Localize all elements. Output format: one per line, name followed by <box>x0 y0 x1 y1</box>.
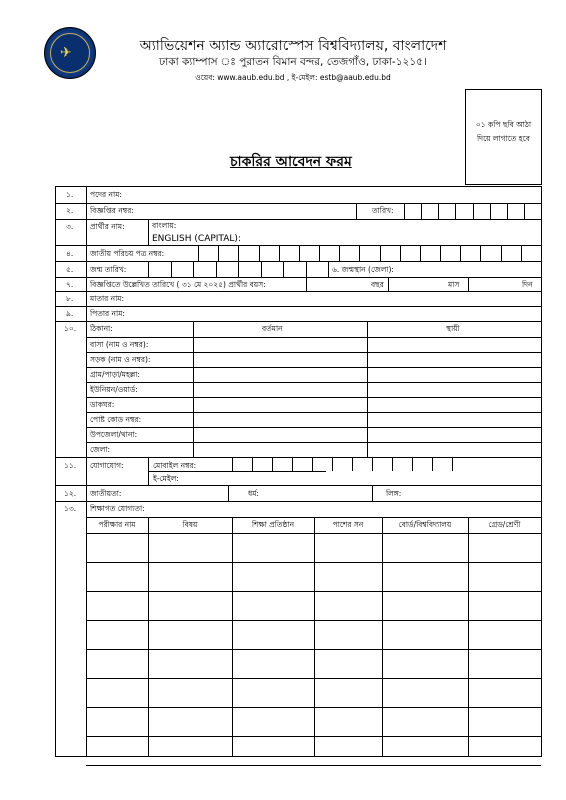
age-label: বিজ্ঞপ্তিতে উল্লেখিত তারিখে ( ৩১ মে ২০২৫) প্রার্থীর বয়স: <box>90 280 266 289</box>
present-address-header: বর্তমান <box>262 324 283 333</box>
age-month-label: মাস <box>448 280 460 289</box>
nid-label: জাতীয় পরিচয় পত্র নম্বর: <box>90 249 165 258</box>
photo-box <box>465 89 542 185</box>
birth-date-label: জন্ম তারিখ: <box>90 265 127 274</box>
email-label: ই-মেইল: <box>153 474 179 483</box>
row-number-2: ২. <box>66 206 74 215</box>
age-day-label: দিন <box>522 280 533 289</box>
mobile-label: মোবাইল নম্বর: <box>153 461 197 470</box>
campus-address: ঢাকা ক্যাম্পাস ঃ পুরাতন বিমান বন্দর, তেজগাঁও, ঢাকা-১২১৫। <box>159 56 427 68</box>
row-number-1: ১. <box>66 190 74 199</box>
row-number-9: ৯. <box>66 309 74 318</box>
row-number-11: ১১. <box>64 461 77 470</box>
address-field-label: উপজেলা/থানা: <box>90 430 138 439</box>
row-number-10: ১০. <box>64 324 77 333</box>
education-column-header: গ্রেড/শ্রেণী <box>488 520 521 529</box>
name-english-label: ENGLISH (CAPITAL): <box>152 234 241 244</box>
education-column-header: বিষয় <box>182 520 198 529</box>
father-name-label: পিতার নাম: <box>90 309 125 318</box>
education-column-header: বোর্ড/বিশ্ববিদ্যালয় <box>398 520 452 529</box>
notice-number-label: বিজ্ঞপ্তির নম্বর: <box>90 206 134 215</box>
university-title: অ্যাভিয়েশন অ্যান্ড অ্যারোস্পেস বিশ্ববিদ্যালয়, বাংলাদেশ <box>139 38 447 54</box>
photo-instruction-1: ০১ কপি ছবি আঠা <box>475 120 532 129</box>
photo-instruction-2: দিয়ে লাগাতে হবে <box>477 134 530 143</box>
row-number-12: ১২. <box>64 489 77 498</box>
birthplace-label: ৬. জন্মস্থান (জেলা): <box>332 265 394 274</box>
candidate-name-label: প্রার্থীর নাম: <box>90 222 125 231</box>
address-field-label: সড়ক (নাম ও নম্বর): <box>90 355 151 364</box>
age-year-label: বছর <box>371 280 384 289</box>
education-column-header: শিক্ষা প্রতিষ্ঠান <box>251 520 295 529</box>
permanent-address-header: স্থায়ী <box>446 324 460 333</box>
address-field-label: গ্রাম/পাড়া/মহল্লা: <box>90 370 140 379</box>
mother-name-label: মাতার নাম: <box>90 294 124 303</box>
university-logo <box>44 27 96 79</box>
application-form-table <box>55 186 542 757</box>
address-field-label: ডাকঘর: <box>90 400 115 409</box>
row-number-7: ৭. <box>66 280 74 289</box>
post-name-label: পদের নাম: <box>90 190 122 199</box>
airplane-icon: ✈ <box>60 45 72 61</box>
nationality-label: জাতীয়তা: <box>90 489 122 498</box>
contact-label: যোগাযোগ: <box>90 461 124 470</box>
address-label: ঠিকানা: <box>90 324 113 333</box>
row-number-5: ৫. <box>66 265 74 274</box>
row-number-3: ৩. <box>66 222 74 231</box>
address-field-label: পোষ্ট কোড নম্বর: <box>90 415 142 424</box>
education-column-header: পরীক্ষার নাম <box>98 520 136 529</box>
web-email-line: ওয়েব: www.aaub.edu.bd , ই-মেইল: estb@aaub.edu.bd <box>195 73 391 82</box>
education-label: শিক্ষাগত যোগ্যতা: <box>90 504 145 513</box>
name-bangla-label: বাংলায়: <box>152 221 177 230</box>
row-number-4: ৪. <box>66 249 74 258</box>
address-field-label: ইউনিয়ন/ওয়ার্ড: <box>90 385 138 394</box>
notice-date-label: তারিখ: <box>372 206 394 215</box>
row-number-8: ৮. <box>66 294 74 303</box>
education-column-header: পাশের সন <box>332 520 364 529</box>
gender-label: লিঙ্গ: <box>386 489 402 498</box>
form-title: চাকরির আবেদন ফরম <box>230 154 352 170</box>
address-field-label: জেলা: <box>90 445 111 454</box>
address-field-label: বাসা (নাম ও নম্বর): <box>90 340 149 349</box>
row-number-13: ১৩. <box>64 504 77 513</box>
religion-label: ধর্ম: <box>248 489 259 498</box>
